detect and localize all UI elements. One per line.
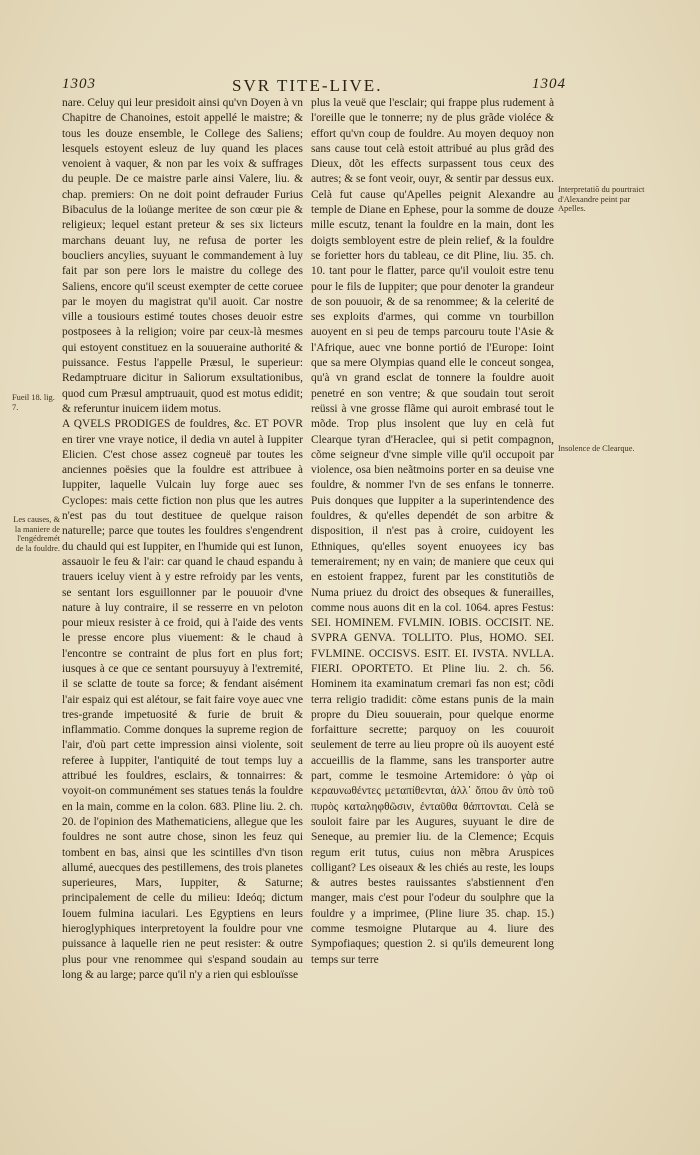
running-title: SVR TITE-LIVE. [232,76,383,95]
right-paragraph-1: plus la veuë que l'esclair; qui frappe plus rudement à l'oreille que le tonnerre; ny de plus grãde violéce & effort qu'vn coup de fouldre. Au moyen dequoy non sans cause tout celà estoit attribué au plus grãd des Dieux, dõt les effects surpassent tous ceux des autres; & se font veoir, ouyr, & sentir par dessus eux. Celà fut cause qu'Apelles peignit Alexandre au temple de Diane en Ephese, pour la somme de douze mille escutz, tenant la fouldre en la main, dont les doigts sembloyent estre de plein relief, & la fouldre se forietter hors du tableau, ce dit Pline, liu. 35. ch. 10. tant pour le flatter, parce qu'il vouloit estre tenu pour le fils de Iuppiter; que pour denoter la grandeur de son pouuoir, & de sa renommee; & la celerité de ses exploits d'armes, qui comme vn tourbillon auoyent en si peu de temps parcouru toute l'Asie & l'Afrique, auec vne bonne portió de l'Europe: Ioint que sa mere Olympias quand elle le conceut songea, qu'à vn grand esclat de tonnere la fouldre auoit penetré en son ventre; & que soudain tout seroit reüssi à vne grosse flãme qui auroit embrasé tout le mõde. Trop plus insolent que luy en celà fut Clearque tyran d'Heraclee, qui si petit compagnon, cõme seigneur d'vne simple ville qu'il occupoit par violence, osa bien neãtmoins porter en sa deuise vne fouldre, & nommer l'vn de ses enfans le tonnerre. Puis donques que Iuppiter a la superintendence des fouldres, & qu'elles dependét de son arbitre & disposition, il n'est pas à croire, cuidoyent les Ethniques, qu'elles soyent enuoyees icy bas temerairement; ny en vain; de maniere que ceux qui en estoient frappez, furent par les constitutiõs de Numa priuez du droict des obseques & funerailles, comme nous auons dit en la col. 1064. apres Festus: SEI. HOMINEM. FVLMIN. IOBIS. OCCISIT. NE. SVPRA GENVA. TOLLITO. Plus, HOMO. SEI. FVLMINE. OCCISVS. ESIT. EI. IVSTA. NVLLA. FIERI. OPORTETO. Et Pline liu. 2. ch. 56. Hominem ita examinatum cremari fas non est; cõdi terra religio tradidit: cõme estans punis de la main propre du Dieu souuerain, pour quelque enorme forfaitture secrette; parquoy on les couuroit seulement de terre au lieu propre où ils auoyent esté accueillis de la flamme, sans les transporter autre part, comme le tesmoine Artemidore: ὁ γὰρ οἱ κεραυνωθέντες μεταπίθενται, ἀλλ᾽ ὅπου ἂν ὑπὸ τοῦ πυρὸς καταληφθῶσιν, ἐνταῦθα θάπτονται. Celà se souloit faire par les Augures, suyuant le dire de Seneque, au premier liu. de la Clemence; Ecquis regum erit tutus, cuius non mẽbra Aruspices colligant? Les oiseaux & les chiés au reste, les loups & autres bestes rauissantes s'abstiennent d'en manger, mais c'est pour l'odeur du soulphre que la fouldre y a imprimee, (Pline liure 35. chap. 15.) comme tesmoigne Plutarque au 4. liure des Sympofiaques; question 2. si qu'ils demeurent long temps sur terre [311,97,554,966]
margin-note-alexandre: Interpretatiõ du pourtraict d'Alexandre peint par Apelles. [558,185,645,214]
margin-note-causes: Les causes, & la maniere de l'engédremét de la fouldre. [13,515,60,553]
left-paragraph-1: nare. Celuy qui leur presidoit ainsi qu'vn Doyen à vn Chapitre de Chanoines, estoit appellé le maistre; & tous les douze ensemble, le College des Saliens; lesquels estoyent esleuz de luy quand les places venoient à vaquer, & non par les voix & suffrages du peuple. De ce maistre parle ainsi Valere, liu. & chap. premiers: On ne doit point defrauder Furius Bibaculus de la loüange meritee de son cœur pie & religieux; lequel estant preteur & ses six licteurs marchans deuant luy, ne refusa de porter les boucliers ancylies, suyuant le commandement à luy fait par son pere lors le maistre du college des Saliens, encore qu'il sceust exempter de cette coruee par le moyen du magistrat qu'il auoit. Car nostre ville a tousiours estimé toutes choses deuoir estre postposees à la religion; voire par ceux-là mesmes qui estoyent constituez en la souueraine authorité & puissance. Festus l'appelle Præsul, le superieur: Redamptruare dicitur in Saliorum exsultationibus, quod cum Præsul amptruauit, quod est motus edidit; & referuntur inuicem iidem motus. [62,97,303,415]
right-text-column [311,96,554,968]
margin-note-clearque: Insolence de Clearque. [558,444,635,453]
page-number-right: 1304 [532,76,566,92]
left-text-column [62,96,303,983]
margin-note-reference: Fueil 18. lig. 7. [12,393,55,412]
running-header [0,72,700,96]
page-number-left: 1303 [62,76,96,92]
left-paragraph-2: A QVELS PRODIGES de fouldres, &c. ET POVR en tirer vne vraye notice, il dedia vn autel à Iuppiter Elicien. C'est chose assez cogneuë par toutes les anciennes poësies que la fouldre est attribuee à Iuppiter, laquelle Vulcain luy forge auec ses Cyclopes: mais cette fiction non plus que les autres n'est pas du tout destituee de quelque raison naturelle; parce que toutes les fouldres s'engendrent du chauld qui est Iuppiter, en l'humide qui est Iunon, assauoir le feu & l'air: car quand le chaud espandu à trauers iceluy vient à y estre refroidy par les vents, se sentant lors esguillonner par le pouuoir d'vne nature à luy contraire, il se resserre en vn peloton pour mieux resister à ce froid, qui à l'aide des vents le presse encore plus viuement: & le chaud à l'encontre se contraint de plus fort en plus fort; iusques à ce que ce sentant poursuyuy à l'extremité, il se sclatte de toute sa force; & fendant aisément l'air espaiz qui est alétour, se fait faire voye auec vne tres-grande impetuosité & furie de bruit & inflammatio. Comme donques la supreme region de l'air, d'où part cette impression ainsi violente, soit referee à Iuppiter, l'antiquité de tout temps luy a attribué les fouldres, esclairs, & tonnairres: & voyoit-on communément ses statues tenás la fouldre en la main, comme en la colon. 683. Pline liu. 2. ch. 20. de l'opinion des Mathematiciens, allegue que les fouldres ne sont autre chose, sinon les feuz qui tombent en bas, ainsi que les scintilles d'vn tison allumé, auecques des pestillemens, des trois planetes superieures, Mars, Iuppiter, & Saturne; principalement de celle du milieu: Ideóq; dictum Iouem fulmina iaculari. Les Egyptiens en leurs hieroglyphiques interpretoyent la fouldre pour vne puissance à laquelle rien ne peut resister: & outre plus pour vne renommee qui s'espand soudain au long & au large; parce qu'il n'y a rien qui esblouïsse [62,418,303,981]
